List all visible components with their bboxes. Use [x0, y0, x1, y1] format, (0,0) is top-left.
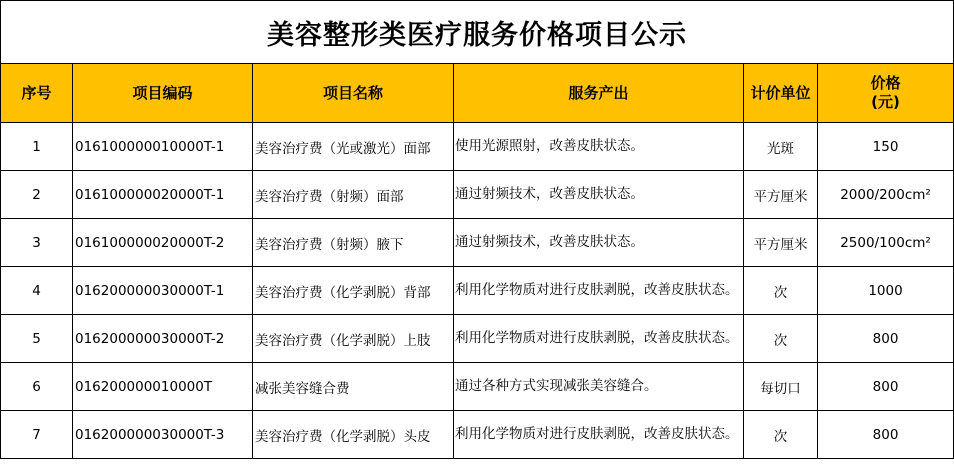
row-seq: 1	[1, 123, 73, 171]
header-price-unit: (元)	[871, 93, 900, 111]
row-price: 2000/200cm²	[818, 171, 954, 219]
table-row	[1, 411, 954, 459]
row-name: 美容治疗费（射频）腋下	[253, 219, 454, 267]
table-row	[1, 171, 954, 219]
row-name: 美容治疗费（化学剥脱）背部	[253, 267, 454, 315]
row-unit: 次	[744, 411, 818, 459]
header-unit: 计价单位	[744, 64, 818, 123]
row-price: 2500/100cm²	[818, 219, 954, 267]
row-code: 016200000030000T-2	[73, 315, 253, 363]
row-unit: 次	[744, 315, 818, 363]
title-row	[1, 1, 954, 64]
row-price: 150	[818, 123, 954, 171]
row-code: 016100000010000T-1	[73, 123, 253, 171]
header-price	[818, 64, 954, 123]
row-seq: 7	[1, 411, 73, 459]
table-row	[1, 219, 954, 267]
row-name: 美容治疗费（射频）面部	[253, 171, 454, 219]
row-price: 800	[818, 315, 954, 363]
row-output: 通过射频技术，改善皮肤状态。	[454, 219, 744, 267]
row-name: 减张美容缝合费	[253, 363, 454, 411]
row-unit: 光斑	[744, 123, 818, 171]
row-code: 016200000010000T	[73, 363, 253, 411]
table-row	[1, 123, 954, 171]
row-unit: 次	[744, 267, 818, 315]
row-unit: 每切口	[744, 363, 818, 411]
row-name: 美容治疗费（光或激光）面部	[253, 123, 454, 171]
header-output: 服务产出	[454, 64, 744, 123]
row-output: 使用光源照射，改善皮肤状态。	[454, 123, 744, 171]
row-code: 016100000020000T-2	[73, 219, 253, 267]
row-seq: 2	[1, 171, 73, 219]
row-seq: 4	[1, 267, 73, 315]
row-output: 通过射频技术，改善皮肤状态。	[454, 171, 744, 219]
row-code: 016200000030000T-3	[73, 411, 253, 459]
row-seq: 6	[1, 363, 73, 411]
row-name: 美容治疗费（化学剥脱）上肢	[253, 315, 454, 363]
table-row	[1, 363, 954, 411]
table-body	[1, 123, 954, 459]
header-name: 项目名称	[253, 64, 454, 123]
row-output: 利用化学物质对进行皮肤剥脱，改善皮肤状态。	[454, 411, 744, 459]
row-code: 016200000030000T-1	[73, 267, 253, 315]
table-row	[1, 315, 954, 363]
row-unit: 平方厘米	[744, 219, 818, 267]
row-price: 1000	[818, 267, 954, 315]
row-seq: 3	[1, 219, 73, 267]
row-seq: 5	[1, 315, 73, 363]
header-code: 项目编码	[73, 64, 253, 123]
header-row	[1, 64, 954, 123]
row-price: 800	[818, 363, 954, 411]
row-code: 016100000020000T-1	[73, 171, 253, 219]
row-output: 利用化学物质对进行皮肤剥脱，改善皮肤状态。	[454, 267, 744, 315]
table-row	[1, 267, 954, 315]
row-output: 利用化学物质对进行皮肤剥脱，改善皮肤状态。	[454, 315, 744, 363]
row-output: 通过各种方式实现减张美容缝合。	[454, 363, 744, 411]
header-seq: 序号	[1, 64, 73, 123]
row-unit: 平方厘米	[744, 171, 818, 219]
row-name: 美容治疗费（化学剥脱）头皮	[253, 411, 454, 459]
row-price: 800	[818, 411, 954, 459]
header-price-label: 价格	[870, 74, 901, 92]
page-title: 美容整形类医疗服务价格项目公示	[1, 1, 954, 64]
